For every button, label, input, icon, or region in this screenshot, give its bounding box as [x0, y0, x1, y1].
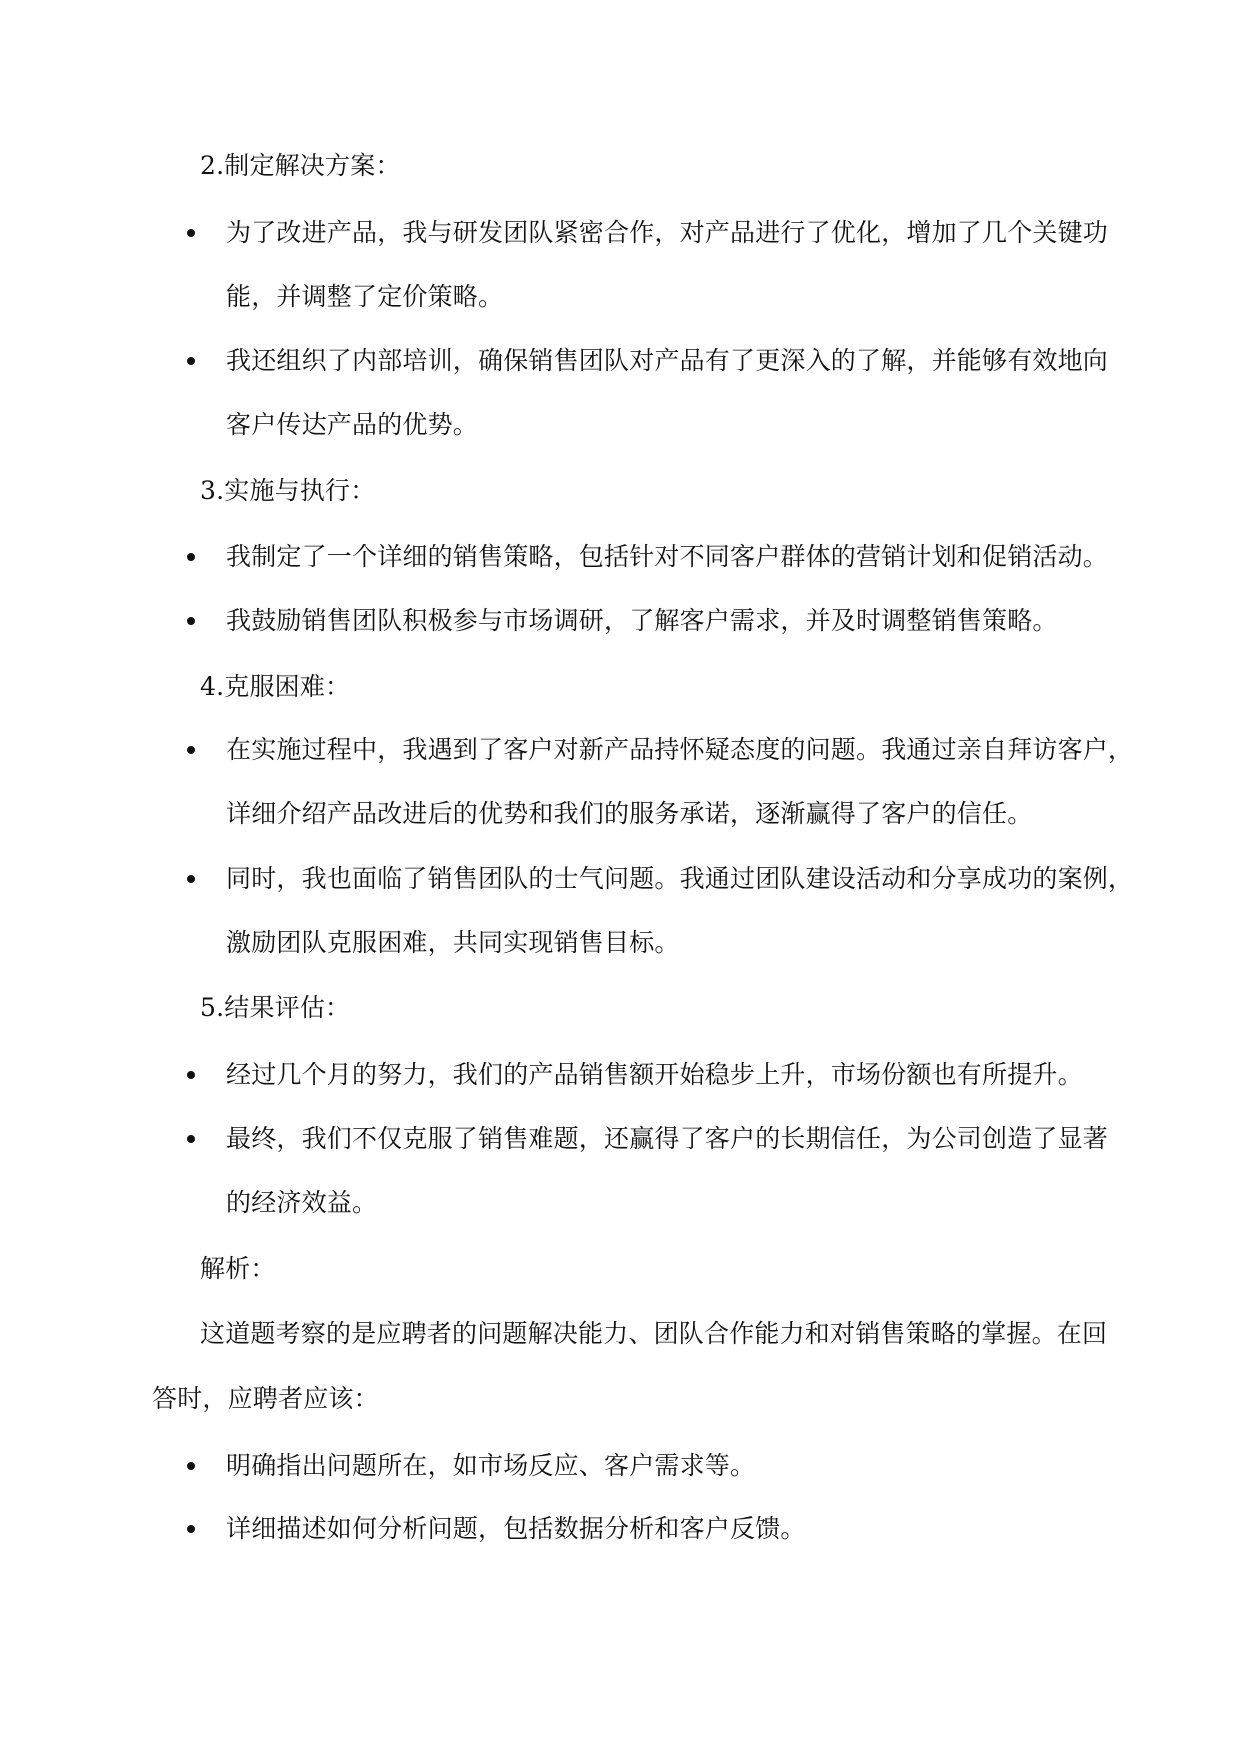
- section-heading-2: 2.制定解决方案：: [200, 151, 401, 180]
- bullet-dot: [187, 1135, 195, 1143]
- bullet-dot: [187, 229, 195, 237]
- bullet-dot: [187, 1071, 195, 1079]
- bullet-text: 明确指出问题所在，如市场反应、客户需求等。: [226, 1451, 756, 1480]
- analysis-paragraph-continuation: 答时，应聘者应该：: [152, 1384, 379, 1413]
- bullet-dot: [187, 1525, 195, 1533]
- bullet-text-continuation: 客户传达产品的优势。: [226, 410, 479, 439]
- bullet-dot: [187, 746, 195, 754]
- section-heading-5: 5.结果评估：: [200, 993, 351, 1022]
- section-heading-3: 3.实施与执行：: [200, 476, 376, 505]
- analysis-heading: 解析：: [200, 1254, 276, 1283]
- bullet-text: 为了改进产品，我与研发团队紧密合作，对产品进行了优化，增加了几个关键功: [226, 218, 1109, 247]
- section-heading-4: 4.克服困难：: [200, 672, 351, 701]
- bullet-text: 我鼓励销售团队积极参与市场调研，了解客户需求，并及时调整销售策略。: [226, 606, 1058, 635]
- bullet-text-continuation: 的经济效益。: [226, 1188, 378, 1217]
- bullet-text-continuation: 激励团队克服困难，共同实现销售目标。: [226, 928, 680, 957]
- bullet-dot: [187, 553, 195, 561]
- bullet-dot: [187, 617, 195, 625]
- bullet-dot: [187, 875, 195, 883]
- bullet-text: 最终，我们不仅克服了销售难题，还赢得了客户的长期信任，为公司创造了显著: [226, 1124, 1109, 1153]
- analysis-paragraph: 这道题考察的是应聘者的问题解决能力、团队合作能力和对销售策略的掌握。在回: [200, 1319, 1108, 1348]
- bullet-text: 在实施过程中，我遇到了客户对新产品持怀疑态度的问题。我通过亲自拜访客户，: [226, 735, 1134, 764]
- bullet-text: 我还组织了内部培训，确保销售团队对产品有了更深入的了解，并能够有效地向: [226, 346, 1109, 375]
- bullet-text: 详细描述如何分析问题，包括数据分析和客户反馈。: [226, 1514, 806, 1543]
- bullet-dot: [187, 1462, 195, 1470]
- bullet-text: 同时，我也面临了销售团队的士气问题。我通过团队建设活动和分享成功的案例，: [226, 864, 1134, 893]
- bullet-text: 经过几个月的努力，我们的产品销售额开始稳步上升，市场份额也有所提升。: [226, 1060, 1083, 1089]
- bullet-text-continuation: 详细介绍产品改进后的优势和我们的服务承诺，逐渐赢得了客户的信任。: [226, 799, 1033, 828]
- bullet-text: 我制定了一个详细的销售策略，包括针对不同客户群体的营销计划和促销活动。: [226, 542, 1109, 571]
- bullet-text-continuation: 能，并调整了定价策略。: [226, 282, 504, 311]
- bullet-dot: [187, 357, 195, 365]
